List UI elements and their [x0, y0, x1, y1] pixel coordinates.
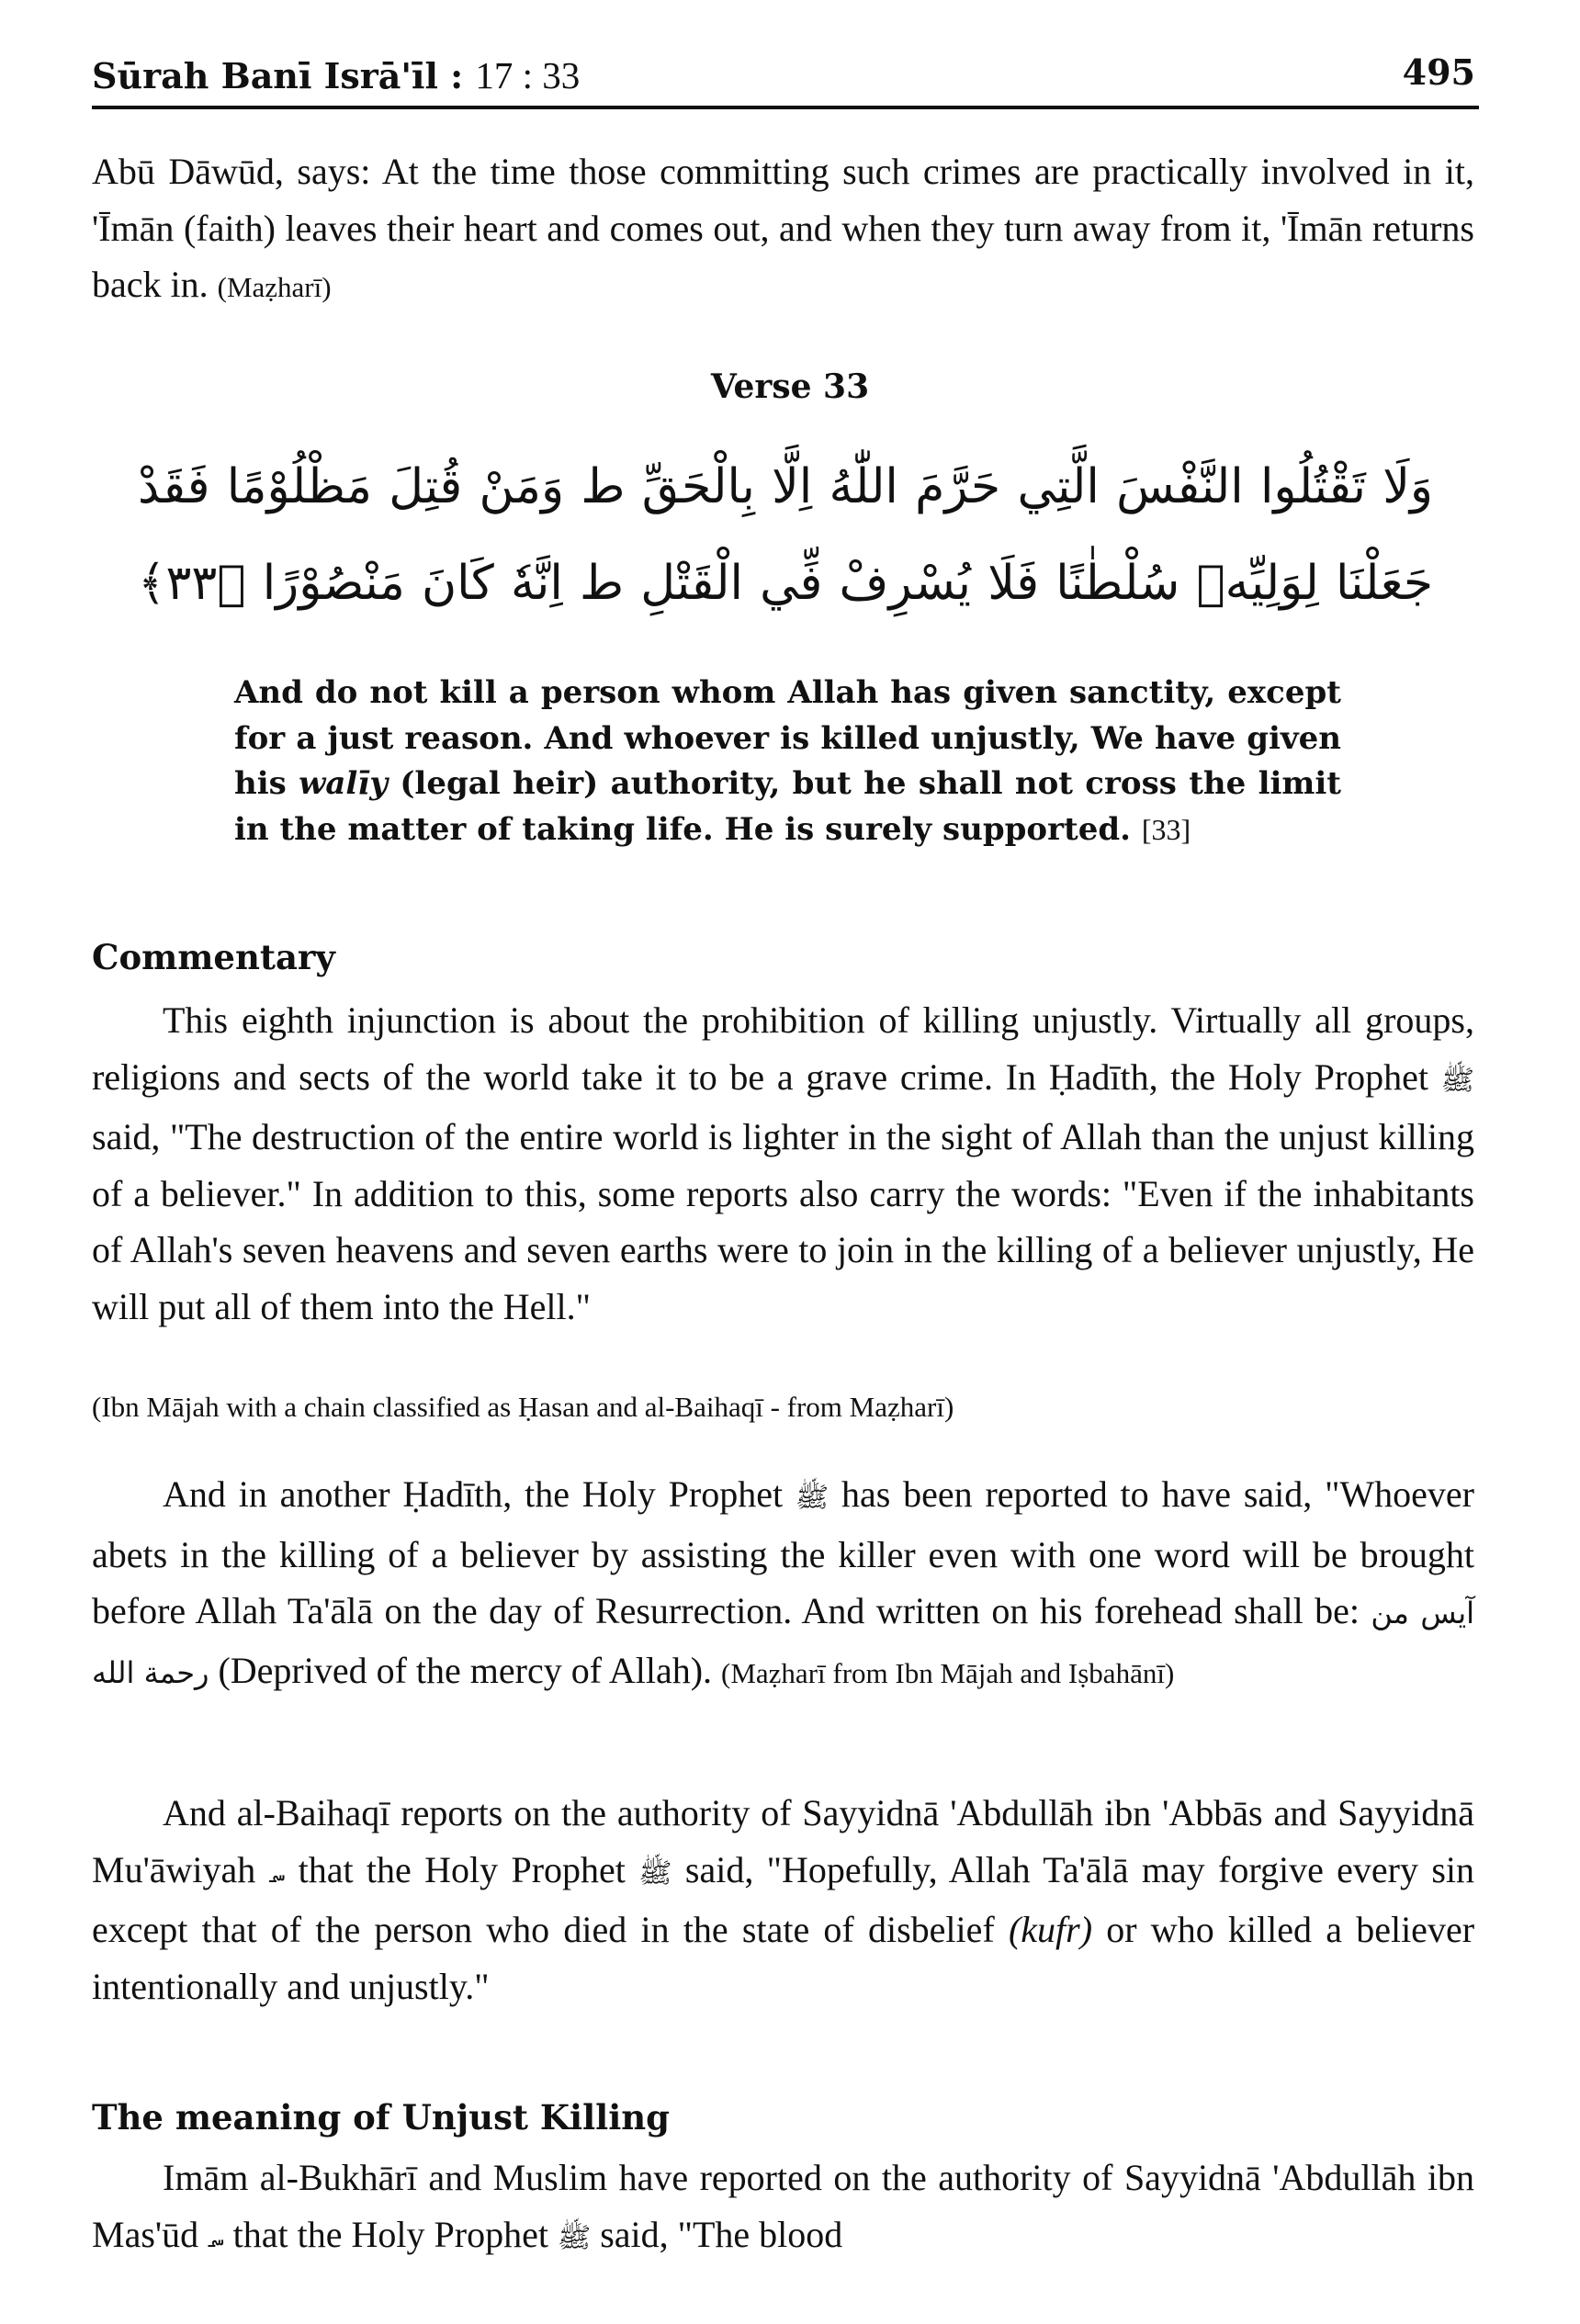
para1-text-b: said, "The destruction of the entire world is lighter in the sight of Allah than the unjust killing of a believer." In addition to this, some reports also carry the words: "Even if the inhabitants of Allah's seven heavens and seven earths were to join in the killing of a believer unjustly, He will put all of them into the Hell." [92, 1116, 1474, 1327]
uk-text-c: said, "The blood [600, 2213, 843, 2255]
unjust-killing-paragraph [92, 2149, 1474, 2266]
para2-text-a: And in another Ḥadīth, the Holy Prophet [163, 1473, 784, 1515]
salla-icon: ﷺ [1440, 1064, 1474, 1097]
verse-number: [33] [1141, 812, 1191, 846]
intro-text: Abū Dāwūd, says: At the time those committing such crimes are practically involved in it, 'Īmān (faith) leaves their heart and comes out, and when they turn away from it, 'Īmān returns back in. [92, 151, 1474, 305]
salla-icon: ﷺ [638, 1856, 672, 1890]
surah-name: Sūrah Banī Isrā'īl : [92, 55, 476, 96]
translation-text-2: (legal heir) authority, but he shall not cross the limit in the matter of taking life. He is surely supported. [234, 765, 1341, 848]
translation-italic-term: walīy [299, 765, 388, 802]
uk-text-b: that the Holy Prophet [232, 2213, 548, 2255]
salla-icon: ﷺ [795, 1482, 830, 1514]
para1-text-a: This eighth injunction is about the prohibition of killing unjustly. Virtually all groups, religions and sects of the world take it to be a grave crime. In Ḥadīth, the Holy Prophet [92, 999, 1474, 1098]
intro-paragraph [92, 143, 1474, 316]
commentary-paragraph-3 [92, 1785, 1474, 2014]
para3-text-d: or who killed a believer intentionally and unjustly." [92, 1909, 1475, 2007]
verse-title: Verse 33 [710, 367, 870, 406]
uk-text-a: Imām al-Bukhārī and Muslim have reported on the authority of Sayyidnā 'Abdullāh ibn Mas'ūd [92, 2157, 1474, 2255]
para2-text-c: (Deprived of the mercy of Allah). [218, 1649, 713, 1691]
salla-icon: ﷺ [557, 2221, 592, 2254]
arabic-verse-line-2: جَعَلْنَا لِوَلِيِّهٖ سُلْطٰنًا فَلَا يُسْرِفْ فِّي الْقَتْلِ ط اِنَّهٗ كَانَ مَنْصُوْرًا ﴿۳۳﴾ [138, 556, 1433, 611]
running-header [92, 44, 1479, 108]
para3-text-b: that the Holy Prophet [298, 1848, 626, 1890]
commentary-heading: Commentary [92, 937, 335, 977]
para1-citation: (Ibn Mājah with a chain classified as Ḥasan and al-Baihaqī - from Maẓharī) [92, 1391, 954, 1423]
intro-citation: (Maẓharī) [217, 271, 332, 303]
page-number: 495 [1402, 51, 1475, 93]
radi-icon: ؄ [208, 2221, 224, 2254]
surah-title [92, 53, 580, 97]
para2-citation: (Maẓharī from Ibn Mājah and Iṣbahānī) [721, 1656, 1175, 1689]
para3-text-a: And al-Baihaqī reports on the authority of Sayyidnā 'Abdullāh ibn 'Abbās and Sayyidnā Mu'āwiyah [92, 1792, 1474, 1890]
para3-kufr-term: (kufr) [1008, 1909, 1093, 1950]
translation-text-1: And do not kill a person whom Allah has given sanctity, except for a just reason. And whoever is killed unjustly, We have given his [234, 674, 1341, 802]
arabic-verse-line-1: وَلَا تَقْتُلُوا النَّفْسَ الَّتِي حَرَّمَ اللّٰهُ اِلَّا بِالْحَقِّ ط وَمَنْ قُتِلَ مَظْلُوْمًا فَقَدْ [138, 459, 1433, 514]
commentary-paragraph-2 [92, 1466, 1474, 1701]
unjust-killing-heading: The meaning of Unjust Killing [92, 2097, 671, 2138]
inline-arabic-phrase: آيس من رحمة الله [92, 1596, 1475, 1690]
commentary-paragraph-1 [92, 992, 1474, 1335]
radi-icon: ؄ [268, 1856, 286, 1890]
header-divider [92, 106, 1479, 109]
para3-text-c: said, "Hopefully, Allah Ta'ālā may forgive every sin except that of the person who died in the state of disbelief [92, 1848, 1475, 1950]
surah-reference: 17 : 33 [475, 54, 581, 96]
para2-text-b: has been reported to have said, "Whoever abets in the killing of a believer by assisting the killer even with one word will be brought before Allah Ta'ālā on the day of Resurrection. And written on his forehead shall be: [92, 1473, 1475, 1631]
verse-translation [234, 671, 1341, 852]
